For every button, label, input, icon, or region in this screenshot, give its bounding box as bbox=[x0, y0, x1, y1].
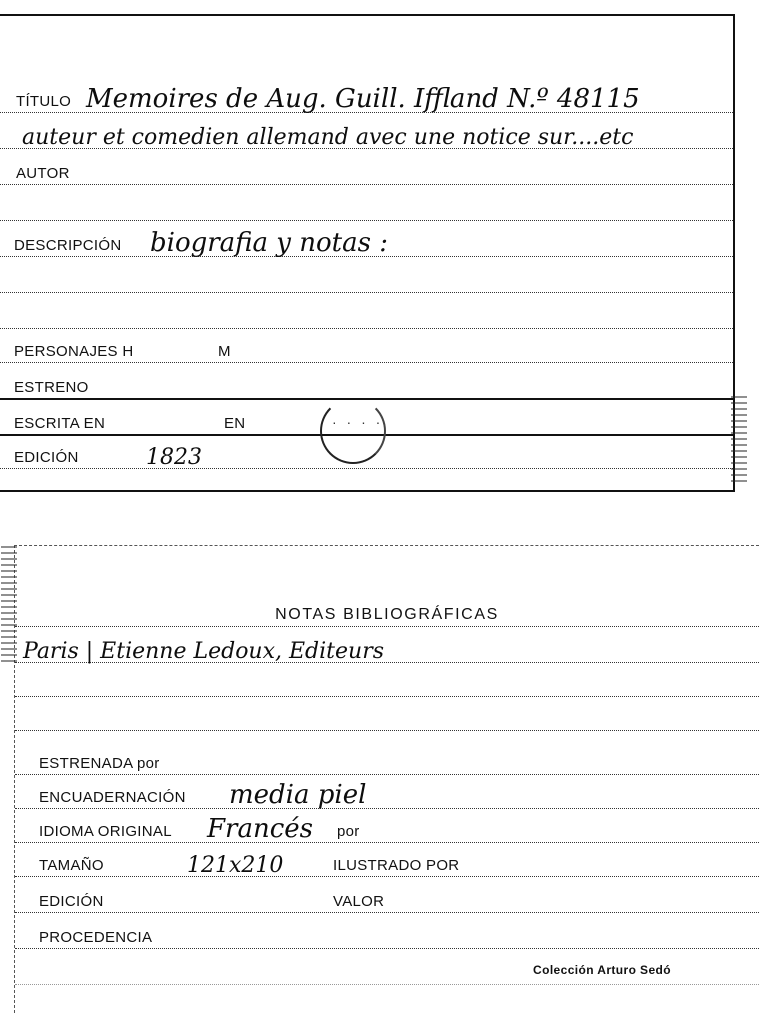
catalog-card-top bbox=[0, 14, 735, 492]
estreno-row bbox=[0, 366, 733, 400]
estrenada-label: ESTRENADA por bbox=[39, 755, 160, 772]
blank-row bbox=[15, 664, 759, 697]
blank-row bbox=[0, 260, 733, 293]
personajes-row bbox=[0, 330, 733, 363]
autor-row bbox=[0, 152, 733, 185]
edicion-value: 1823 bbox=[146, 445, 202, 470]
descripcion-label: DESCRIPCIÓN bbox=[14, 237, 122, 254]
edicion-bottom-label: EDICIÓN bbox=[39, 893, 104, 910]
notas-value-line1: Paris | Etienne Ledoux, Editeurs bbox=[23, 639, 385, 664]
encuadernacion-value: media piel bbox=[229, 780, 367, 810]
escrita-en-label: EN bbox=[224, 415, 246, 432]
procedencia-row bbox=[15, 916, 759, 949]
encuadernacion-label: ENCUADERNACIÓN bbox=[39, 789, 186, 806]
escrita-label: ESCRITA EN bbox=[14, 415, 106, 432]
collection-footer: Colección Arturo Sedó bbox=[533, 963, 671, 977]
idioma-label: IDIOMA ORIGINAL bbox=[39, 823, 172, 840]
idioma-value: Francés bbox=[207, 814, 314, 844]
descripcion-row bbox=[0, 224, 733, 257]
scan-edge-noise bbox=[731, 396, 747, 486]
idioma-row bbox=[15, 810, 759, 843]
valor-label: VALOR bbox=[333, 893, 385, 910]
personajes-m-label: M bbox=[218, 343, 231, 360]
estreno-label: ESTRENO bbox=[14, 379, 89, 396]
titulo-continuation-row bbox=[0, 116, 733, 149]
estrenada-row bbox=[15, 742, 759, 775]
notas-line-row bbox=[15, 630, 759, 663]
catalog-card-bottom bbox=[14, 545, 759, 1013]
titulo-value-line1: Memoires de Aug. Guill. Iffland N.º 48115 bbox=[86, 84, 640, 114]
blank-row bbox=[0, 296, 733, 329]
notas-title: NOTAS BIBLIOGRÁFICAS bbox=[275, 606, 499, 623]
tamano-row bbox=[15, 844, 759, 877]
edicion-label: EDICIÓN bbox=[14, 449, 79, 466]
encuadernacion-row bbox=[15, 776, 759, 809]
titulo-value-line2: auteur et comedien allemand avec une notice sur....etc bbox=[22, 125, 634, 150]
tamano-label: TAMAÑO bbox=[39, 857, 104, 874]
ilustrado-label: ILUSTRADO POR bbox=[333, 857, 460, 874]
procedencia-label: PROCEDENCIA bbox=[39, 929, 153, 946]
tamano-value: 121x210 bbox=[187, 853, 284, 878]
personajes-h-label: PERSONAJES H bbox=[14, 343, 134, 360]
blank-row bbox=[0, 188, 733, 221]
stamp-dots: · · · · bbox=[332, 414, 384, 430]
autor-label: AUTOR bbox=[16, 165, 70, 182]
descripcion-value: biografia y notas : bbox=[150, 228, 388, 258]
idioma-por-label: por bbox=[337, 823, 360, 840]
titulo-row bbox=[0, 80, 733, 113]
titulo-label: TÍTULO bbox=[16, 93, 72, 110]
blank-row bbox=[15, 698, 759, 731]
notas-title-row bbox=[15, 594, 759, 627]
circular-stamp bbox=[320, 398, 386, 464]
edicion-bottom-row bbox=[15, 880, 759, 913]
